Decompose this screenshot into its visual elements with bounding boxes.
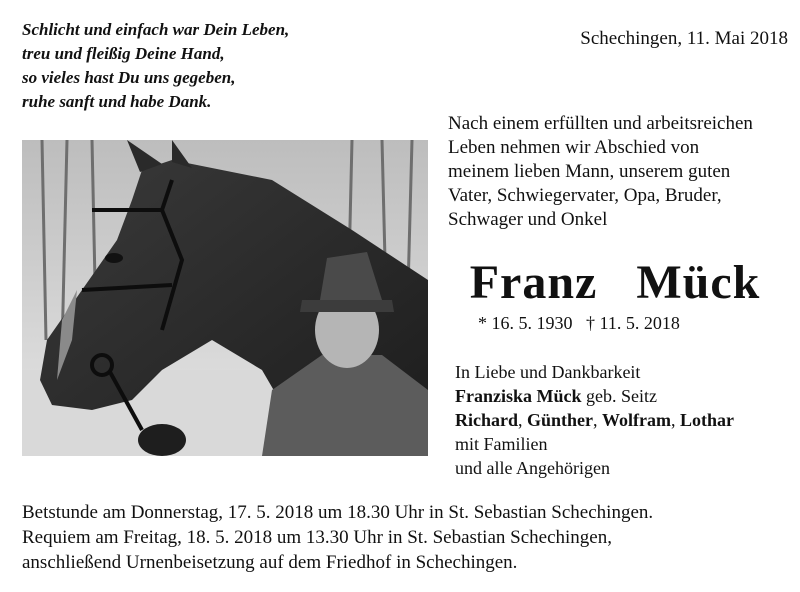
farewell-line: Schwager und Onkel <box>448 209 608 230</box>
families-line: mit Familien <box>455 434 548 454</box>
children-line: Richard, Günther, Wolfram, Lothar <box>455 410 735 430</box>
place-date: Schechingen, 11. Mai 2018 <box>580 28 788 49</box>
relatives-line: und alle Angehörigen <box>455 458 610 478</box>
farewell-line: Leben nehmen wir Abschied von <box>448 137 700 158</box>
farewell-line: Vater, Schwiegervater, Opa, Bruder, <box>448 185 722 206</box>
life-dates <box>478 313 680 334</box>
poem-line: ruhe sanft und habe Dank. <box>22 92 212 111</box>
spouse-maiden: geb. Seitz <box>581 386 657 406</box>
child-name: Richard <box>455 410 518 430</box>
photo-illustration <box>22 140 428 456</box>
mourners-list <box>455 360 795 480</box>
poem-line: so vieles hast Du uns gegeben, <box>22 68 236 87</box>
birth-date: * 16. 5. 1930 <box>478 313 573 333</box>
memorial-poem <box>22 18 352 114</box>
farewell-line: meinem lieben Mann, unserem guten <box>448 161 731 182</box>
child-name: Günther <box>527 410 594 430</box>
child-name: Wolfram <box>602 410 672 430</box>
service-line: anschließend Urnenbeisetzung auf dem Friedhof in Schechingen. <box>22 552 518 573</box>
service-line: Betstunde am Donnerstag, 17. 5. 2018 um 18.30 Uhr in St. Sebastian Schechingen. <box>22 502 654 523</box>
child-name: Lothar <box>680 410 735 430</box>
poem-line: treu und fleißig Deine Hand, <box>22 44 225 63</box>
farewell-text <box>448 112 793 232</box>
farewell-line: Nach einem erfüllten und arbeitsreichen <box>448 113 753 134</box>
spouse-line <box>455 384 795 408</box>
service-line: Requiem am Freitag, 18. 5. 2018 um 13.30 Uhr in St. Sebastian Schechingen, <box>22 527 612 548</box>
death-date: † 11. 5. 2018 <box>586 313 680 333</box>
spouse-name: Franziska Mück <box>455 386 582 406</box>
poem-line: Schlicht und einfach war Dein Leben, <box>22 20 290 39</box>
deceased-name: Franz Mück <box>469 256 761 309</box>
portrait-with-horse-photo <box>22 140 428 456</box>
service-info <box>22 500 792 575</box>
mourners-intro: In Liebe und Dankbarkeit <box>455 362 641 382</box>
